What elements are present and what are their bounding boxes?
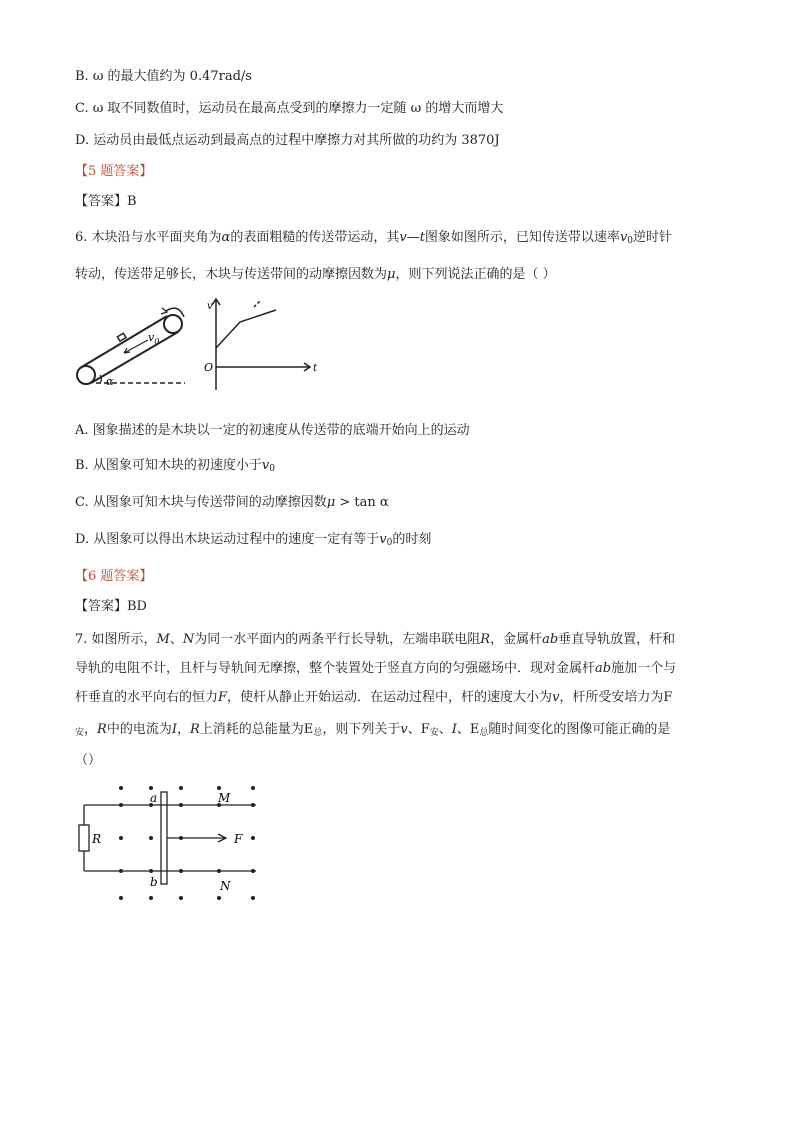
circuit-diagram [79,792,256,884]
belt-speed-label: $v_0$ [148,331,160,346]
q5-option-b: B. ω 的最大值约为 0.47rad/s [75,69,252,84]
q6-option-c: C. 从图象可知木块与传送带间的动摩擦因数μ > tan α [75,495,389,510]
label-a: a [150,791,158,805]
q5-answer-section: 【5 题答案】 [75,164,153,179]
graph-v-axis-label: v [207,301,213,312]
q7-stem-line4: $_安$，R中的电流为I，R上消耗的总能量为$E_总$，则下列关于v、$F_安$、I、$E_总$随时间变化的图像可能正确的是 [75,722,671,738]
label-M: M [218,791,231,805]
label-N: N [220,879,231,893]
q5-option-d: D. 运动员由最低点运动到最高点的过程中摩擦力对其所做的功约为 3870J [75,133,500,148]
q5-option-c: C. ω 取不同数值时，运动员在最高点受到的摩擦力一定随 ω 的增大而增大 [75,101,504,116]
q6-figure [70,295,330,395]
q6-option-a: A. 图象描述的是木块以一定的初速度从传送带的底端开始向上的运动 [75,423,470,438]
q6-stem-line2: 转动，传送带足够长，木块与传送带间的动摩擦因数为μ，则下列说法正确的是（ ） [75,267,556,282]
vt-graph [212,299,310,390]
q6-option-b: B. 从图象可知木块的初速度小于$v_0$ [75,458,275,474]
conveyor-belt-diagram [77,308,185,384]
q7-stem-line1: 7. 如图所示，M、N为同一水平面内的两条平行长导轨，左端串联电阻R，金属杆ab垂直导轨放置，杆和 [75,632,676,647]
q7-stem-line2: 导轨的电阻不计，且杆与导轨间无摩擦，整个装置处于竖直方向的匀强磁场中．现对金属杆ab施加一个与 [75,661,677,676]
q6-stem-line1: 6. 木块沿与水平面夹角为α的表面粗糙的传送带运动，其v—t图象如图所示，已知传送带以速率$v_0$逆时针 [75,230,673,246]
graph-origin-label: O [204,361,214,374]
q6-answer: 【答案】BD [75,599,147,614]
graph-t-axis-label: t [313,363,318,374]
label-R: R [92,832,102,846]
q7-figure [70,782,270,907]
q6-answer-section: 【6 题答案】 [75,569,153,584]
label-b: b [150,875,158,889]
q5-answer: 【答案】B [75,194,137,209]
q6-option-d: D. 从图象可以得出木块运动过程中的速度一定有等于$v_0$的时刻 [75,532,432,548]
q7-stem-line5: （） [75,753,102,768]
q7-stem-line3: 杆垂直的水平向右的恒力F，使杆从静止开始运动．在运动过程中，杆的速度大小为v，杆所受安培力为F [75,690,673,705]
incline-angle-label: α [106,375,114,388]
label-F: F [234,832,243,846]
